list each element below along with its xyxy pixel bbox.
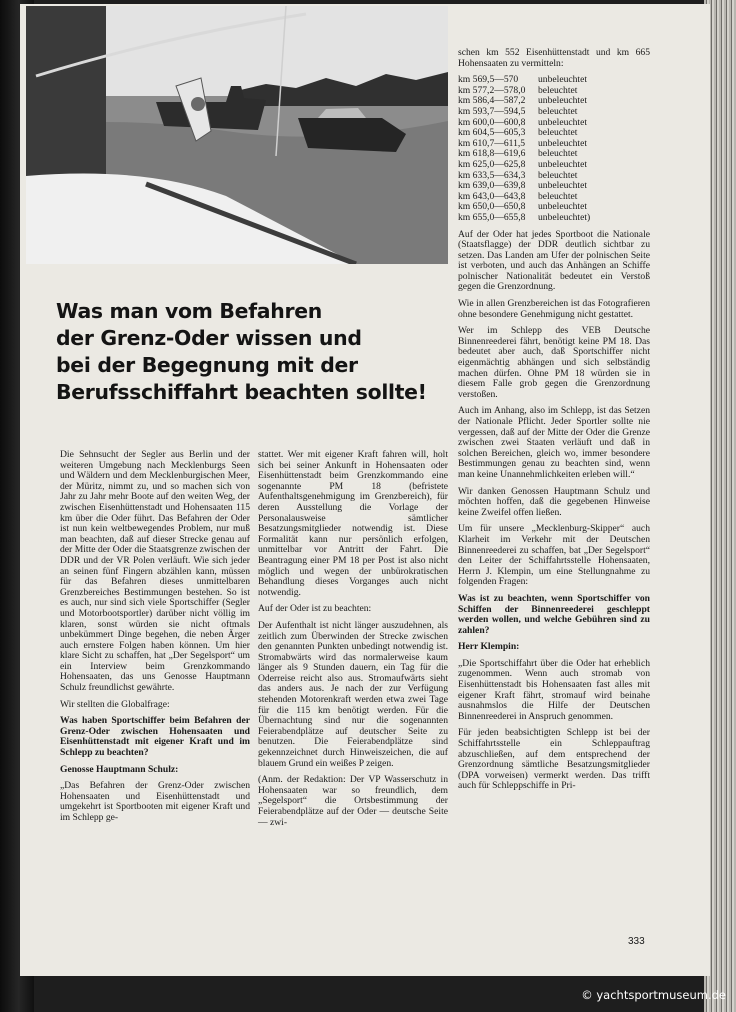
paragraph: Auch im Anhang, also im Schlepp, ist das Setzen der Nationale Pflicht. Jeder Sportler sollte nie vergessen, daß auf der Mitte der Oder die Grenze zwischen zwei Staaten verläuft und daß in solchen Bereichen, gleich wo, immer besondere Bestimmungen genau zu beachten sind, wenn man keine Unannehmlichkeiten erleben will.“ [458, 405, 650, 480]
km-status: beleuchtet [538, 190, 578, 202]
km-range: km 593,7—594,5 [458, 105, 526, 117]
km-range: km 643,0—643,8 [458, 190, 526, 202]
headline-line: Berufsschiffahrt beachten sollte! [56, 380, 427, 404]
km-range: km 639,0—639,8 [458, 180, 526, 192]
watermark: © yachtsportmuseum.de [581, 988, 726, 1002]
km-range: km 655,0—655,8 [458, 211, 526, 223]
speaker-label: Herr Klempin: [458, 641, 520, 653]
km-status: unbeleuchtet [538, 95, 588, 107]
km-range: km 610,7—611,5 [458, 137, 526, 149]
paragraph: „Die Sportschiffahrt über die Oder hat erheblich zugenommen. Wenn auch stromab von Eisenhüttenstadt bis Hohensaaten fast alles mit eigener Kraft fährt, stromauf wird beinahe ausnahmslos die Hilfe der Deutschen Binnenreederei in Anspruch genommen. [458, 657, 650, 722]
km-status: beleuchtet [538, 84, 578, 96]
paragraph: Die Sehnsucht der Segler aus Berlin und der weiteren Umgebung nach Mecklenburgs Seen und Wäldern und dem Mecklenburgischen Meer, der Müritz, nimmt zu, und so machen sich von Jahr zu Jahr mehr Boote auf den weiten Weg, der zwischen Eisenhüttenstadt und Hohensaaten 115 km über die Oder führt. Das Befahren der Oder ist nun kein weltbewegendes Problem, nur muß man beachten, daß auf dieser Strecke genau auf der Mitte der Oder die Staatsgrenze zwischen der DDR und der VR Polen verläuft. Wie sich jeder an seinen fünf Fingern abzählen kann, müssen für das Befahren dieses unmittelbaren Grenzbereiches Bestimmungen bestehen. So ist es auch, nur sind sich viele Sportschiffer (Segler und Motorbootsportler) darüber nicht völlig im klaren, sonst würden sie nicht oftmals unbekümmert Dinge begehen, die neben Ärger auch ernstere Folgen haben können. Um hier klare Sicht zu schaffen, hat „Der Segelsport“ um ein Interview beim Grenzkommando Hohensaaten, das uns Genosse Hauptmann Schulz freundlichst gewährte. [60, 449, 250, 694]
km-range: km 577,2—578,0 [458, 84, 526, 96]
km-status: unbeleuchtet [538, 74, 588, 86]
paragraph: Für jeden beabsichtigten Schlepp ist bei der Schiffahrtsstelle ein Schleppauftrag abzuschließen, auf dem entsprechend der Grenzordnung sämtliche Besatzungsmitglieder (DPA vorweisen) vermerkt werden. Das trifft auch für Schleppschiffe in Pri- [458, 727, 650, 792]
headline-line: Was man vom Befahren [56, 299, 322, 323]
km-range: km 633,5—634,3 [458, 169, 526, 181]
km-list [458, 75, 650, 223]
km-status: unbeleuchtet [538, 158, 588, 170]
paragraph: stattet. Wer mit eigener Kraft fahren will, holt sich bei seiner Ankunft in Hohensaaten oder Eisenhüttenstadt beim Grenzkommando eine sogenannte PM 18 (befristete Aufenthaltsgenehmigung im Grenzbereich), für deren Ausstellung die Vorlage der Personalausweise sämtlicher Besatzungsmitglieder notwendig ist. Diese Formalität kann nur persönlich erfolgen, unmittelbar vor Antritt der Fahrt. Die Beantragung einer PM 18 per Post ist also nicht möglich und wegen der unbürokratischen Behandlung dieses Vorganges auch nicht notwendig. [258, 449, 448, 598]
headline-line: der Grenz-Oder wissen und [56, 326, 362, 350]
paragraph: Wir danken Genossen Hauptmann Schulz und möchten hoffen, daß die gegebenen Hinweise keine Zweifel offen ließen. [458, 485, 650, 518]
paragraph: Auf der Oder hat jedes Sportboot die Nationale (Staatsflagge) der DDR deutlich sichtbar zu setzen. Das Landen am Ufer der polnischen Seite ist verboten, und auch das Anhängen an Schiffe polnischer Nationalität bedeutet ein Verstoß gegen die Grenzordnung. [458, 228, 650, 293]
km-range: km 600,0—600,8 [458, 116, 526, 128]
article-headline [56, 298, 486, 406]
km-status: beleuchtet [538, 127, 578, 139]
paragraph: Um für unsere „Mecklenburg-Skipper“ auch Klarheit im Verkehr mit der Deutschen Binnenreederei zu schaffen, bat „Der Segelsport“ den Leiter der Schiffahrtsstelle Hohensaaten, Herrn J. Klempin, um eine Stellungnahme zu folgenden Fragen: [458, 523, 650, 588]
text-column-2 [258, 450, 448, 834]
km-row [458, 160, 650, 171]
km-range: km 625,0—625,8 [458, 158, 526, 170]
km-range: km 604,5—605,3 [458, 127, 526, 139]
paragraph: Auf der Oder ist zu beachten: [258, 603, 372, 615]
river-photo [26, 6, 448, 264]
paragraph: Wie in allen Grenzbereichen ist das Fotografieren ohne besondere Genehmigung nicht gestattet. [458, 298, 650, 320]
paragraph: Wir stellten die Globalfrage: [60, 698, 170, 710]
question: Was haben Sportschiffer beim Befahren der Grenz-Oder zwischen Hohensaaten und Eisenhüttenstadt mit eigener Kraft und im Schlepp zu beachten? [60, 715, 250, 759]
km-row [458, 213, 650, 224]
paragraph: Der Aufenthalt ist nicht länger auszudehnen, als zeitlich zum Überwinden der Strecke zwischen den genannten Punkten unbedingt notwendig ist. Stromabwärts wird das normalerweise kaum länger als 9 Stunden dauern, ein Tag für die Oderreise reicht also aus. Stromaufwärts sieht das anders aus. Je nach der zur Verfügung stehenden Motorenkraft werden etwa zwei Tage für die 115 km benötigt werden. Für die Übernachtung sind nur die sogenannten Feierabendplätze auf deutscher Seite zu benutzen. Die Feierabendplätze sind gekennzeichnet durch Hinweiszeichen, die auf blauem Grund ein weißes P zeigen. [258, 619, 448, 769]
paragraph: Wer im Schlepp des VEB Deutsche Binnenreederei fährt, benötigt keine PM 18. Das bedeutet aber auch, daß Sportschiffer nicht eigenmächtig abhängen und sich selbständig machen dürfen. Ohne PM 18 würden sie in diesem Falle grob gegen die Grenzordnung verstoßen. [458, 325, 650, 400]
km-range: km 650,0—650,8 [458, 201, 526, 213]
km-status: unbeleuchtet [538, 201, 588, 213]
km-row [458, 107, 650, 118]
km-range: km 569,5—570 [458, 74, 519, 86]
headline-line: bei der Begegnung mit der [56, 353, 358, 377]
paragraph: schen km 552 Eisenhüttenstadt und km 665 Hohensaaten zu vermitteln: [458, 47, 650, 69]
km-status: unbeleuchtet [538, 116, 588, 128]
text-column-1 [60, 450, 250, 830]
km-range: km 618,8—619,6 [458, 148, 526, 160]
speaker-label: Genosse Hauptmann Schulz: [60, 763, 179, 775]
paragraph: „Das Befahren der Grenz-Oder zwischen Hohensaaten und Eisenhüttenstadt und umgekehrt ist Sportbooten mit eigener Kraft und im Schlepp ge- [60, 780, 250, 823]
km-status: beleuchtet [538, 169, 578, 181]
km-status: unbeleuchtet [538, 137, 588, 149]
text-column-3 [458, 48, 650, 798]
km-status: unbeleuchtet [538, 180, 588, 192]
km-status: unbeleuchtet) [538, 211, 591, 223]
question: Was ist zu beachten, wenn Sportschiffer von Schiffen der Binnenreederei geschleppt werden wollen, und welche Gebühren sind zu zahlen? [458, 592, 650, 636]
paragraph: (Anm. der Redaktion: Der VP Wasserschutz in Hohensaaten war so freundlich, dem „Segelsport“ die Ortsbestimmung der Feierabendplätze auf der Oder — deutsche Seite — zwi- [258, 774, 448, 828]
km-status: beleuchtet [538, 148, 578, 160]
page-number: 333 [628, 936, 645, 947]
km-range: km 586,4—587,2 [458, 95, 526, 107]
km-status: beleuchtet [538, 105, 578, 117]
